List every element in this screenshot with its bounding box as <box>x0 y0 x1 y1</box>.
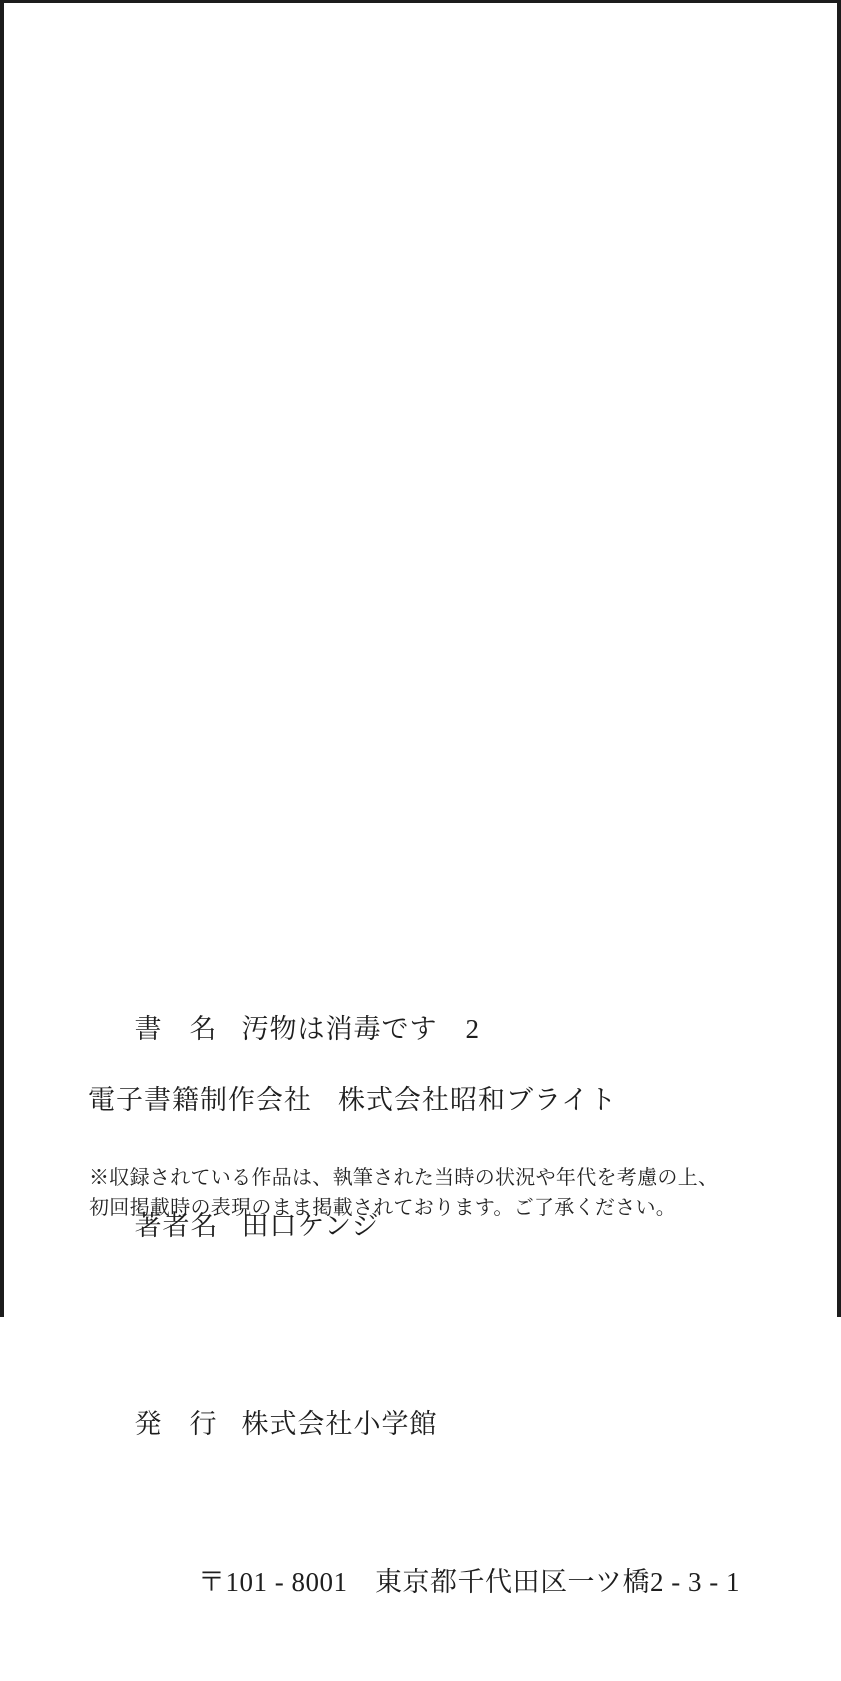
disclaimer-line-1: ※収録されている作品は、執筆された当時の状況や年代を考慮の上、 <box>89 1167 719 1189</box>
publisher-address: 〒101 - 8001 東京都千代田区一ツ橋2 - 3 - 1 <box>198 1566 740 1597</box>
publisher-value: 株式会社小学館 <box>241 1408 438 1439</box>
book-info-block <box>88 891 740 1681</box>
disclaimer-line-2: 初回掲載時の表現のまま掲載されております。ご了承ください。 <box>89 1197 677 1219</box>
production-company-value: 株式会社昭和ブライト <box>338 1085 618 1115</box>
publisher-label: 発行 <box>134 1408 218 1439</box>
publisher-row <box>88 1365 740 1484</box>
book-title-row <box>88 970 740 1089</box>
book-title-value: 汚物は消毒です 2 <box>241 1013 480 1044</box>
production-company-label: 電子書籍制作会社 <box>88 1085 312 1115</box>
disclaimer-notice <box>89 1163 718 1223</box>
author-value: 田口ケンジ <box>241 1211 380 1241</box>
book-title-label: 書名 <box>134 1013 218 1044</box>
author-label: 著者名 <box>134 1211 219 1241</box>
production-company-row <box>88 1081 617 1120</box>
